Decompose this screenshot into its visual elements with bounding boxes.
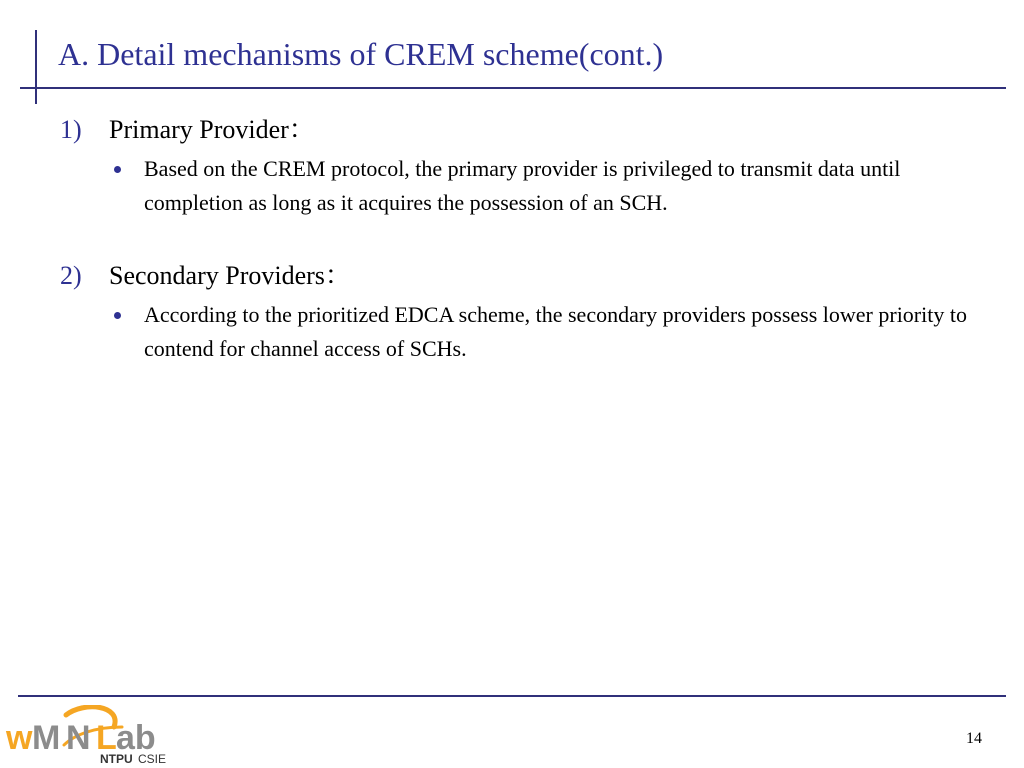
list-item-head xyxy=(0,258,1024,298)
list-item-heading: Primary Provider： xyxy=(109,115,315,144)
svg-text:ab: ab xyxy=(116,719,156,757)
footer-horizontal-rule xyxy=(18,695,1006,697)
svg-text:M: M xyxy=(32,719,61,757)
title-vertical-rule xyxy=(35,30,37,104)
slide-content xyxy=(0,112,1024,366)
wmnlab-logo-icon xyxy=(4,705,182,765)
sub-bullet-text: According to the prioritized EDCA scheme, the secondary providers possess lower priority to contend for channel access of SCHs. xyxy=(144,302,967,361)
list-item-primary-provider xyxy=(0,112,1024,220)
sub-bullet-text: Based on the CREM protocol, the primary provider is privileged to transmit data until completion as long as it acquires the possession of an SCH. xyxy=(144,156,901,215)
svg-text:L: L xyxy=(96,719,117,757)
slide-title: A. Detail mechanisms of CREM scheme(cont.) xyxy=(58,36,664,72)
list-item-number: 1) xyxy=(60,115,82,144)
list-item-head xyxy=(0,112,1024,152)
sub-bullet-item xyxy=(144,152,974,220)
svg-text:w: w xyxy=(6,719,33,757)
list-item-number: 2) xyxy=(60,261,82,290)
sub-bullet-item xyxy=(144,298,974,366)
title-horizontal-rule xyxy=(20,87,1006,89)
svg-text:NTPU: NTPU xyxy=(100,752,133,765)
svg-text:CSIE: CSIE xyxy=(138,752,167,765)
svg-text:N: N xyxy=(66,719,91,757)
page-number: 14 xyxy=(966,730,982,747)
bullet-dot-icon xyxy=(114,166,121,173)
list-item-secondary-providers xyxy=(0,258,1024,366)
list-item-heading: Secondary Providers： xyxy=(109,261,351,290)
bullet-dot-icon xyxy=(114,312,121,319)
